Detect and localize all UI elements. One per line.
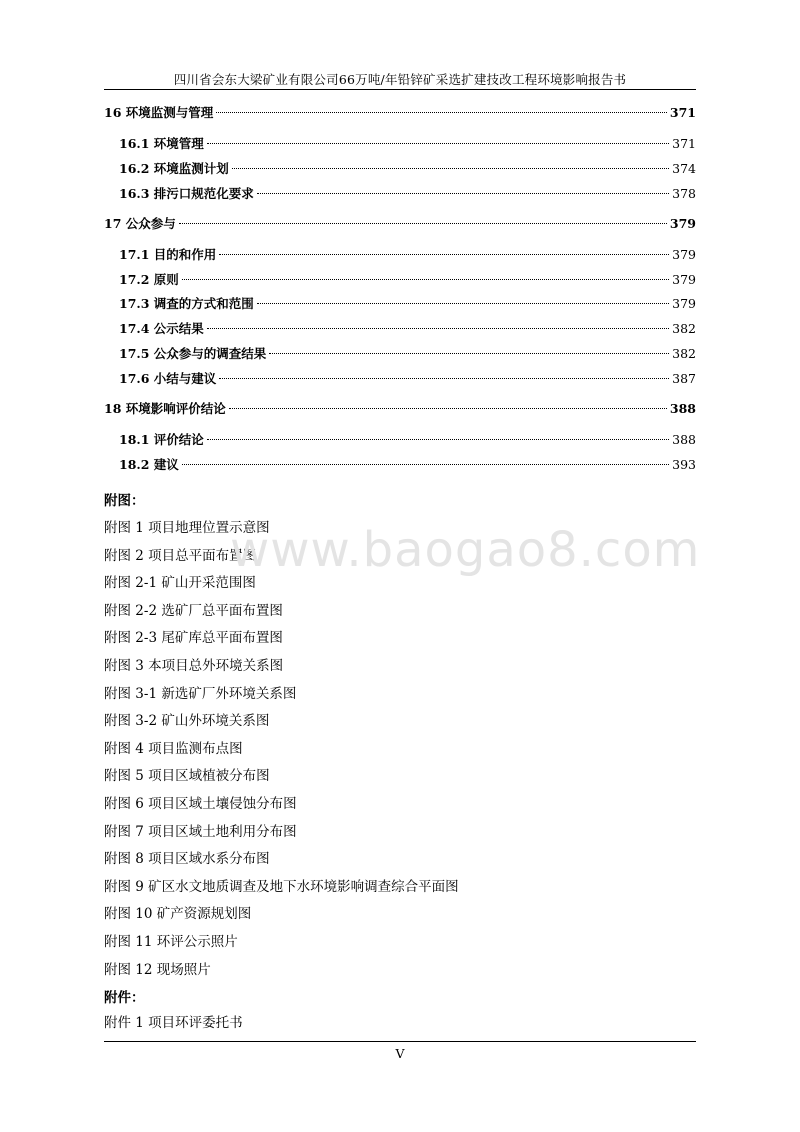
toc-page-number: 371 [669, 105, 696, 120]
figure-list-item: 附图 7 项目区域土地利用分布图 [104, 823, 297, 840]
toc-leader-dots [216, 112, 667, 113]
toc-entry-title: 17.2 原则 [119, 271, 179, 287]
watermark: www.baogao8.com [230, 522, 701, 578]
toc-entry-title: 18.1 评价结论 [119, 432, 204, 448]
toc-section-entry[interactable] [104, 132, 696, 157]
table-of-contents [104, 102, 696, 478]
figure-list-item: 附图 10 矿产资源规划图 [104, 906, 252, 923]
toc-entry-title: 17.3 调查的方式和范围 [119, 296, 254, 312]
toc-leader-dots [257, 193, 669, 194]
figure-list-item: 附图 12 现场照片 [104, 961, 211, 978]
toc-page-number: 382 [672, 321, 696, 337]
toc-section-entry[interactable] [104, 243, 696, 268]
toc-chapter-entry[interactable] [104, 213, 696, 235]
toc-leader-dots [219, 378, 669, 379]
toc-leader-dots [269, 353, 669, 354]
toc-page-number: 379 [669, 215, 696, 231]
figure-list-item: 附图 9 矿区水文地质调查及地下水环境影响调查综合平面图 [104, 878, 459, 895]
toc-section-entry[interactable] [104, 157, 696, 182]
figure-list-item: 附图 11 环评公示照片 [104, 933, 238, 950]
figure-list-item: 附图 6 项目区域土壤侵蚀分布图 [104, 795, 297, 812]
toc-leader-dots [257, 303, 669, 304]
toc-page-number: 378 [672, 185, 696, 201]
figure-list-item: 附图 8 项目区域水系分布图 [104, 851, 270, 868]
toc-entry-title: 18.2 建议 [119, 456, 179, 472]
toc-leader-dots [232, 168, 669, 169]
toc-leader-dots [179, 223, 667, 224]
figure-list-item: 附图 2 项目总平面布置图 [104, 547, 257, 564]
toc-page-number: 379 [672, 296, 696, 312]
figure-list-item: 附图 2-1 矿山开采范围图 [104, 575, 256, 592]
toc-entry-title: 18 环境影响评价结论 [104, 401, 226, 417]
figure-list-item: 附图 3-2 矿山外环境关系图 [104, 713, 270, 730]
toc-page-number: 379 [672, 271, 696, 287]
toc-section-entry[interactable] [104, 292, 696, 317]
toc-page-number: 388 [669, 401, 696, 417]
toc-entry-title: 16.2 环境监测计划 [119, 160, 229, 176]
toc-entry-title: 16 环境监测与管理 [104, 105, 214, 120]
figures-list [104, 515, 459, 984]
page-header: 四川省会东大梁矿业有限公司66万吨/年铅锌矿采选扩建技改工程环境影响报告书 [173, 72, 627, 87]
figure-list-item: 附图 5 项目区域植被分布图 [104, 768, 270, 785]
toc-entry-title: 16.1 环境管理 [119, 136, 204, 151]
toc-section-entry[interactable] [104, 268, 696, 293]
toc-leader-dots [182, 279, 669, 280]
toc-leader-dots [219, 254, 669, 255]
figure-list-item: 附图 4 项目监测布点图 [104, 740, 243, 757]
toc-page-number: 382 [672, 346, 696, 362]
figure-list-item: 附图 1 项目地理位置示意图 [104, 520, 270, 536]
toc-leader-dots [207, 439, 669, 440]
footer-rule [104, 1041, 696, 1042]
figure-list-item: 附图 2-3 尾矿库总平面布置图 [104, 630, 283, 647]
toc-page-number: 371 [672, 136, 696, 151]
toc-section-entry[interactable] [104, 453, 696, 478]
toc-entry-title: 17.5 公众参与的调查结果 [119, 346, 267, 362]
toc-leader-dots [207, 143, 669, 144]
toc-leader-dots [207, 328, 669, 329]
page-number: V [395, 1046, 405, 1061]
figure-list-item: 附图 2-2 选矿厂总平面布置图 [104, 602, 283, 619]
toc-page-number: 393 [672, 456, 696, 472]
toc-section-entry[interactable] [104, 428, 696, 453]
toc-chapter-entry[interactable] [104, 102, 696, 124]
attachments-list [104, 1010, 243, 1038]
toc-entry-title: 17.4 公示结果 [119, 321, 204, 337]
toc-entry-title: 17.1 目的和作用 [119, 246, 217, 262]
attachment-list-item: 附件 1 项目环评委托书 [104, 1015, 243, 1031]
toc-page-number: 388 [672, 432, 696, 448]
toc-section-entry[interactable] [104, 182, 696, 207]
toc-leader-dots [182, 464, 669, 465]
toc-page-number: 374 [672, 160, 696, 176]
toc-chapter-entry[interactable] [104, 398, 696, 420]
toc-entry-title: 17 公众参与 [104, 215, 176, 231]
toc-section-entry[interactable] [104, 367, 696, 392]
toc-entry-title: 16.3 排污口规范化要求 [119, 185, 254, 201]
toc-entry-title: 17.6 小结与建议 [119, 371, 217, 387]
toc-section-entry[interactable] [104, 317, 696, 342]
toc-leader-dots [229, 408, 667, 409]
header-rule [104, 89, 696, 90]
figure-list-item: 附图 3 本项目总外环境关系图 [104, 657, 284, 674]
toc-page-number: 387 [672, 371, 696, 387]
attachments-heading: 附件： [104, 990, 145, 1006]
figure-list-item: 附图 3-1 新选矿厂外环境关系图 [104, 685, 297, 702]
toc-section-entry[interactable] [104, 342, 696, 367]
toc-page-number: 379 [672, 246, 696, 262]
figures-heading: 附图： [104, 493, 145, 509]
